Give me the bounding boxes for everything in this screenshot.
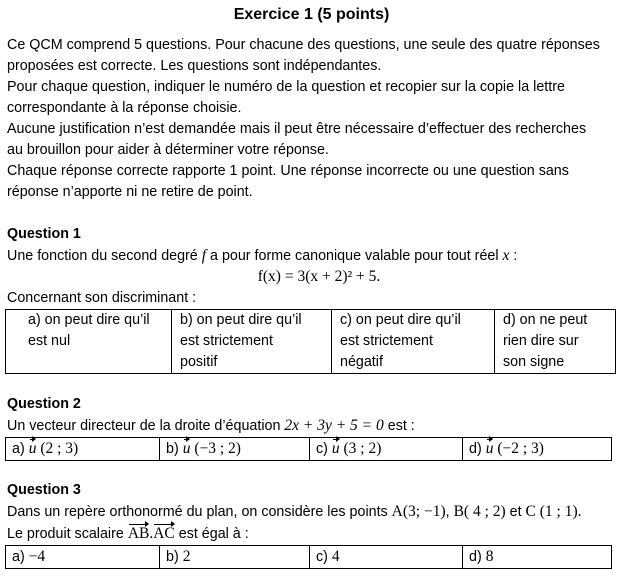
t: est nul [28,333,71,349]
intro-line: Aucune justification n’est demandée mais il peut être nécessaire d’effectuer des recherches [7,121,587,137]
answers-table-q1 [5,309,616,374]
t: est strictement [340,333,433,349]
exercise-title: Exercice 1 (5 points) [233,6,390,23]
answers-table-q2 [5,437,612,461]
instructions [7,35,617,203]
text: . [577,503,582,520]
math-var: f [201,247,207,264]
text: Le produit scalaire [7,526,128,542]
t: a) on peut dire qu’il [28,312,150,328]
equation: 2x + 3y + 5 = 0 [284,417,384,434]
intro-line: réponse n’apporte ni ne retire de point. [7,184,253,200]
point-c: C (1 ; 1) [525,503,578,520]
vector-u: u [28,440,37,457]
answer-a[interactable] [6,310,172,374]
t: c) [316,441,332,457]
answer-c[interactable] [332,310,495,374]
text: . [149,525,154,542]
t: (2 ; 3) [36,440,79,457]
text: Un vecteur directeur de la droite d’équation [7,418,285,434]
intro-line: au brouillon pour aider à déterminer votre réponse. [7,142,329,158]
answers-table-q3 [5,545,612,569]
question-3 [7,480,617,544]
answer-c[interactable] [310,438,463,461]
answer-d[interactable] [463,546,612,569]
intro-line: Ce QCM comprend 5 questions. Pour chacune des questions, une seule des quatre réponses [7,37,600,53]
question-text [7,245,617,266]
answer-a[interactable] [6,438,160,461]
answer-a[interactable] [6,546,160,569]
t: d) [469,549,486,565]
question-prompt [7,523,617,544]
t: son signe [503,354,565,370]
t: positif [180,354,218,370]
question-2 [7,394,617,436]
answer-c[interactable] [310,546,463,569]
t: a) [12,549,29,565]
question-heading: Question 2 [7,396,81,412]
question-prompt: Concernant son discriminant : [7,290,197,306]
text: , [445,504,454,520]
intro-line: proposées est correcte. Les questions sont indépendantes. [7,58,382,74]
answer-b[interactable] [160,546,310,569]
t: (−3 ; 2) [190,440,241,457]
t: b) [166,441,183,457]
text: et [505,504,526,520]
t: est strictement [180,333,273,349]
point-a: A(3; −1) [391,503,446,520]
t: a) [12,441,29,457]
question-text [7,501,617,523]
t: 8 [485,548,494,565]
t: rien dire sur [503,333,579,349]
text: est : [383,418,415,434]
intro-line: Pour chaque question, indiquer le numéro de la question et recopier sur la copie la lettre [7,79,565,95]
t: 4 [331,548,340,565]
intro-line: Chaque réponse correcte rapporte 1 point. Une réponse incorrecte ou une question sans [7,163,569,179]
vector-ac: AC [153,525,175,542]
t: c) on peut dire qu’il [340,312,461,328]
answer-d[interactable] [463,438,612,461]
point-b: B( 4 ; 2) [453,503,506,520]
text: est égal à : [174,526,249,542]
t: négatif [340,354,383,370]
vector-u: u [182,440,191,457]
question-heading: Question 1 [7,226,81,242]
answer-b[interactable] [160,438,310,461]
text: Dans un repère orthonormé du plan, on considère les points [7,504,392,520]
intro-line: correspondante à la réponse choisie. [7,100,242,116]
math-var: x [502,247,510,264]
t: b) on peut dire qu’il [180,312,302,328]
t: 2 [182,548,191,565]
text: a pour forme canonique valable pour tout réel [206,248,503,264]
answer-b[interactable] [172,310,332,374]
t: c) [316,549,332,565]
answer-d[interactable] [495,310,616,374]
t: −4 [28,548,46,565]
t: (−2 ; 3) [493,440,544,457]
text: : [509,248,518,264]
text: Une fonction du second degré [7,248,202,264]
t: d) [469,441,486,457]
vector-u: u [485,440,494,457]
vector-u: u [331,440,340,457]
question-1 [7,224,617,309]
formula: f(x) = 3(x + 2)² + 5. [257,268,381,285]
t: (3 ; 2) [339,440,382,457]
vector-ab: AB [127,525,150,542]
t: b) [166,549,183,565]
t: d) on ne peut [503,312,588,328]
question-text [7,415,617,436]
t [28,352,163,373]
question-heading: Question 3 [7,482,81,498]
